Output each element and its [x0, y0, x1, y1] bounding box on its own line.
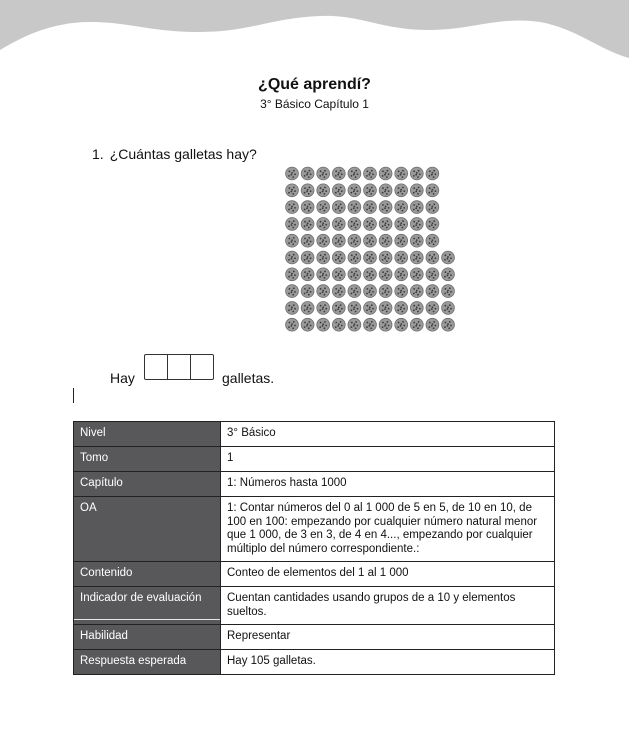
cookie-icon [364, 251, 377, 264]
cookie-icon [426, 218, 439, 231]
cookie-icon [410, 234, 423, 247]
cookie-icon [332, 251, 345, 264]
cookie-icon [379, 218, 392, 231]
cookie-icon [379, 167, 392, 180]
question-number: 1. [92, 146, 104, 162]
cookie-icon [348, 167, 361, 180]
cookie-icon [410, 201, 423, 214]
cookie-icon [410, 251, 423, 264]
cookie-icon [286, 167, 299, 180]
cookie-icon [395, 218, 408, 231]
cookie-icon [332, 302, 345, 315]
cookie-icon [286, 251, 299, 264]
row-value: 3° Básico [221, 422, 555, 447]
cookie-icon [317, 201, 330, 214]
answer-digit-box-tens[interactable] [167, 354, 191, 380]
cookie-icon [410, 268, 423, 281]
cookie-icon [442, 285, 455, 298]
row-key: Tomo [74, 447, 221, 472]
cookie-icon [301, 318, 314, 331]
row-value: 1: Contar números del 0 al 1 000 de 5 en 5, de 10 en 10, de 100 en 100: empezando por cualquier número natural menor que 1 000, de 3 en 3, de 4 en 4..., empezando por cualquier múltiplo del número correspondiente.: [221, 497, 555, 562]
cookie-icon [301, 234, 314, 247]
row-key: OA [74, 497, 221, 562]
cookie-icon [364, 234, 377, 247]
cookie-icon [426, 302, 439, 315]
cookie-icon [426, 285, 439, 298]
row-key: Habilidad [74, 625, 221, 650]
row-key [74, 587, 221, 625]
row-value: Representar [221, 625, 555, 650]
cookie-icon [442, 302, 455, 315]
table-row [74, 625, 555, 650]
answer-digit-box-hundreds[interactable] [144, 354, 168, 380]
cookie-icon [379, 302, 392, 315]
cell-divider [74, 619, 220, 620]
cookie-icon [317, 268, 330, 281]
cookie-icon [301, 218, 314, 231]
cookie-icon [364, 285, 377, 298]
cookie-icon [317, 318, 330, 331]
cookie-icon [348, 218, 361, 231]
cookie-icon [379, 285, 392, 298]
cookie-icon [426, 184, 439, 197]
cookie-icon [348, 268, 361, 281]
cookie-icon [364, 184, 377, 197]
cookie-icon [364, 302, 377, 315]
cookie-icon [286, 201, 299, 214]
cookie-icon [348, 184, 361, 197]
cookie-icon [286, 302, 299, 315]
cookie-icon [317, 184, 330, 197]
table-row [74, 497, 555, 562]
table-row [74, 422, 555, 447]
cookie-icon [317, 218, 330, 231]
cookie-icon [317, 234, 330, 247]
cookie-icon [348, 234, 361, 247]
cookie-icon [301, 268, 314, 281]
row-key-text: Indicador de evaluación [80, 592, 202, 604]
cookie-icon [379, 234, 392, 247]
cookie-icon [426, 201, 439, 214]
cookie-icon [332, 218, 345, 231]
cookie-icon [395, 234, 408, 247]
answer-digit-box-units[interactable] [190, 354, 214, 380]
cookie-icon [286, 234, 299, 247]
cookie-icon [379, 251, 392, 264]
table-row [74, 650, 555, 675]
cookie-icon [426, 268, 439, 281]
cookie-icon [410, 302, 423, 315]
cookie-icon [410, 184, 423, 197]
cookie-icon [301, 251, 314, 264]
cookie-icon [348, 318, 361, 331]
cookie-icon [332, 184, 345, 197]
cookie-icon [426, 234, 439, 247]
cookie-icon [332, 201, 345, 214]
cookie-icon [379, 184, 392, 197]
row-key: Nivel [74, 422, 221, 447]
cookie-icon [395, 285, 408, 298]
cookie-icon [410, 318, 423, 331]
cookie-icon [395, 201, 408, 214]
row-key: Capítulo [74, 472, 221, 497]
cookie-icon [348, 251, 361, 264]
cookie-icon [286, 268, 299, 281]
answer-suffix: galletas. [222, 370, 275, 386]
cookie-icon [442, 251, 455, 264]
page-title: ¿Qué aprendí? [258, 76, 371, 93]
cookie-icon [395, 251, 408, 264]
cookie-icon [364, 167, 377, 180]
cookie-icon [301, 285, 314, 298]
cookie-icon [395, 268, 408, 281]
cookie-icon [410, 285, 423, 298]
cookie-icon [442, 318, 455, 331]
header-wave [0, 0, 629, 64]
cookie-icon [410, 218, 423, 231]
cookie-icon [332, 167, 345, 180]
cookie-icon [348, 285, 361, 298]
cookie-icon [317, 251, 330, 264]
cookie-icon [317, 302, 330, 315]
cookie-icon [410, 167, 423, 180]
cookie-icon [301, 167, 314, 180]
cookie-icon [395, 167, 408, 180]
info-table [73, 421, 555, 675]
row-key: Contenido [74, 562, 221, 587]
page-subtitle: 3° Básico Capítulo 1 [260, 97, 369, 111]
row-value: Cuentan cantidades usando grupos de a 10 y elementos sueltos. [221, 587, 555, 625]
cookie-grid [284, 165, 460, 333]
cookie-icon [348, 201, 361, 214]
cookie-icon [332, 268, 345, 281]
cookie-icon [442, 268, 455, 281]
cookie-icon [379, 268, 392, 281]
table-row [74, 447, 555, 472]
cookie-icon [364, 318, 377, 331]
cookie-icon [426, 167, 439, 180]
row-value: 1: Números hasta 1000 [221, 472, 555, 497]
cookie-icon [332, 234, 345, 247]
cookie-icon [379, 201, 392, 214]
cookie-icon [286, 184, 299, 197]
cookie-icon [317, 285, 330, 298]
cookie-icon [395, 302, 408, 315]
answer-prefix: Hay [110, 370, 135, 386]
cookie-icon [317, 167, 330, 180]
cookie-icon [301, 184, 314, 197]
cookie-icon [332, 318, 345, 331]
cookie-icon [395, 318, 408, 331]
row-value: 1 [221, 447, 555, 472]
cookie-icon [379, 318, 392, 331]
question-text: ¿Cuántas galletas hay? [109, 146, 257, 162]
cookie-icon [348, 302, 361, 315]
text-cursor [73, 388, 74, 403]
cookie-icon [426, 251, 439, 264]
answer-boxes [144, 354, 213, 380]
cookie-icon [286, 218, 299, 231]
table-row [74, 587, 555, 625]
cookie-icon [286, 318, 299, 331]
row-key: Respuesta esperada [74, 650, 221, 675]
row-value: Hay 105 galletas. [221, 650, 555, 675]
table-row [74, 472, 555, 497]
cookie-icon [364, 201, 377, 214]
cookie-icon [301, 302, 314, 315]
cookie-icon [364, 218, 377, 231]
cookie-icon [301, 201, 314, 214]
cookie-icon [395, 184, 408, 197]
table-row [74, 562, 555, 587]
row-value: Conteo de elementos del 1 al 1 000 [221, 562, 555, 587]
question-1 [92, 146, 257, 162]
cookie-icon [286, 285, 299, 298]
cookie-icon [332, 285, 345, 298]
cookie-icon [364, 268, 377, 281]
cookie-icon [426, 318, 439, 331]
